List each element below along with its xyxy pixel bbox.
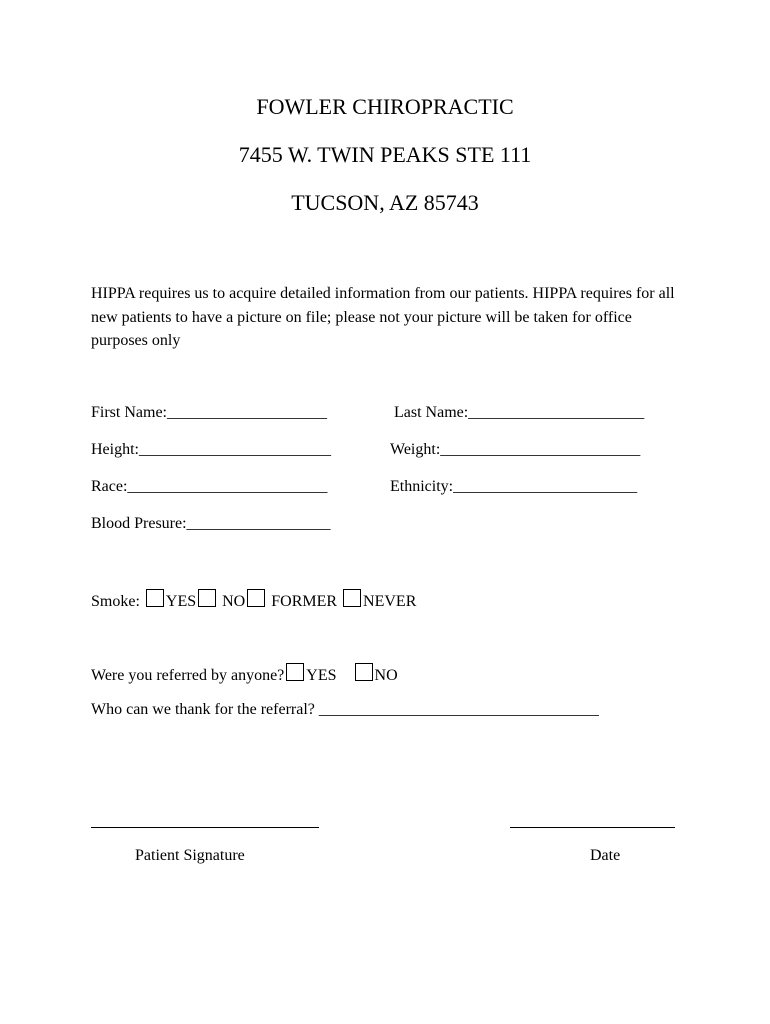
smoke-never-checkbox[interactable]	[343, 589, 361, 607]
smoke-former-checkbox[interactable]	[247, 589, 265, 607]
smoke-row	[91, 589, 416, 611]
ethnicity-field[interactable]: Ethnicity:_______________________	[390, 478, 638, 495]
race-field[interactable]: Race:_________________________	[91, 478, 328, 495]
hipaa-notice: HIPPA requires us to acquire detailed information from our patients. HIPPA requires for all new patients to have a picture on file; please not your picture will be taken for office purposes only	[91, 285, 675, 349]
referral-question: Were you referred by anyone?	[91, 667, 285, 684]
referral-thanks-row	[91, 701, 599, 719]
smoke-label: Smoke:	[91, 593, 140, 610]
date-line[interactable]	[510, 827, 675, 828]
first-name-field[interactable]: First Name:____________________	[91, 404, 327, 421]
weight-field[interactable]: Weight:_________________________	[390, 441, 641, 458]
smoke-yes-checkbox[interactable]	[146, 589, 164, 607]
referral-no-label: NO	[374, 667, 398, 684]
referral-thanks-line[interactable]: ___________________________________	[318, 701, 599, 718]
smoke-no-label: NO	[222, 593, 246, 610]
practice-name: FOWLER CHIROPRACTIC	[256, 94, 514, 119]
date-label: Date	[590, 847, 621, 864]
referral-row	[91, 663, 398, 685]
referral-yes-checkbox[interactable]	[286, 663, 304, 681]
referral-thanks-label: Who can we thank for the referral?	[91, 701, 315, 718]
last-name-field[interactable]: Last Name:______________________	[394, 404, 645, 421]
address-line-2: TUCSON, AZ 85743	[291, 190, 479, 215]
smoke-former-label: FORMER	[271, 593, 338, 610]
address-line-1: 7455 W. TWIN PEAKS STE 111	[238, 142, 532, 167]
smoke-no-checkbox[interactable]	[198, 589, 216, 607]
smoke-never-label: NEVER	[363, 593, 417, 610]
referral-no-checkbox[interactable]	[355, 663, 373, 681]
patient-signature-line[interactable]	[91, 827, 319, 828]
patient-signature-label: Patient Signature	[135, 847, 245, 864]
height-field[interactable]: Height:________________________	[91, 441, 331, 458]
referral-yes-label: YES	[306, 667, 337, 684]
blood-pressure-field[interactable]: Blood Presure:__________________	[91, 515, 331, 532]
smoke-yes-label: YES	[165, 593, 197, 610]
